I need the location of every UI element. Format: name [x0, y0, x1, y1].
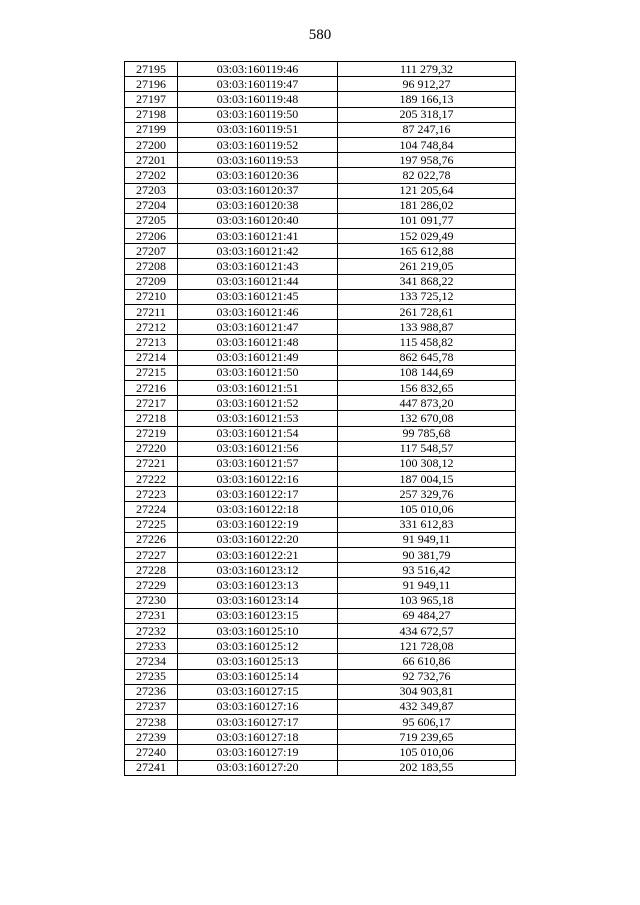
- row-number-cell: 27214: [125, 350, 178, 365]
- row-number-cell: 27196: [125, 77, 178, 92]
- cadastral-number-cell: 03:03:160123:15: [178, 608, 338, 623]
- table-row: [125, 380, 516, 395]
- table-row: [125, 107, 516, 122]
- row-number-cell: 27231: [125, 608, 178, 623]
- cadastral-number-cell: 03:03:160122:17: [178, 487, 338, 502]
- value-cell: 261 728,61: [338, 305, 516, 320]
- value-cell: 304 903,81: [338, 684, 516, 699]
- cadastral-number-cell: 03:03:160127:19: [178, 745, 338, 760]
- value-cell: 117 548,57: [338, 441, 516, 456]
- value-cell: 103 965,18: [338, 593, 516, 608]
- cadastral-number-cell: 03:03:160122:20: [178, 532, 338, 547]
- table-row: [125, 305, 516, 320]
- value-cell: 95 606,17: [338, 715, 516, 730]
- row-number-cell: 27219: [125, 426, 178, 441]
- cadastral-number-cell: 03:03:160119:53: [178, 153, 338, 168]
- row-number-cell: 27229: [125, 578, 178, 593]
- value-cell: 93 516,42: [338, 563, 516, 578]
- value-cell: 100 308,12: [338, 456, 516, 471]
- row-number-cell: 27237: [125, 699, 178, 714]
- cadastral-number-cell: 03:03:160121:48: [178, 335, 338, 350]
- table-row: [125, 563, 516, 578]
- row-number-cell: 27232: [125, 623, 178, 638]
- page-number: 580: [308, 27, 332, 43]
- cadastral-number-cell: 03:03:160119:46: [178, 62, 338, 77]
- row-number-cell: 27215: [125, 365, 178, 380]
- row-number-cell: 27207: [125, 244, 178, 259]
- table-row: [125, 62, 516, 77]
- row-number-cell: 27202: [125, 168, 178, 183]
- cadastral-number-cell: 03:03:160122:21: [178, 548, 338, 563]
- cadastral-number-cell: 03:03:160122:16: [178, 472, 338, 487]
- row-number-cell: 27234: [125, 654, 178, 669]
- row-number-cell: 27210: [125, 289, 178, 304]
- value-cell: 132 670,08: [338, 411, 516, 426]
- table-row: [125, 411, 516, 426]
- cadastral-number-cell: 03:03:160120:37: [178, 183, 338, 198]
- value-cell: 91 949,11: [338, 532, 516, 547]
- row-number-cell: 27228: [125, 563, 178, 578]
- row-number-cell: 27205: [125, 213, 178, 228]
- value-cell: 257 329,76: [338, 487, 516, 502]
- cadastral-number-cell: 03:03:160121:53: [178, 411, 338, 426]
- value-cell: 99 785,68: [338, 426, 516, 441]
- cadastral-number-cell: 03:03:160119:51: [178, 122, 338, 137]
- row-number-cell: 27197: [125, 92, 178, 107]
- row-number-cell: 27222: [125, 472, 178, 487]
- cadastral-number-cell: 03:03:160121:41: [178, 229, 338, 244]
- cadastral-number-cell: 03:03:160121:52: [178, 396, 338, 411]
- table-row: [125, 730, 516, 745]
- row-number-cell: 27220: [125, 441, 178, 456]
- row-number-cell: 27208: [125, 259, 178, 274]
- cadastral-number-cell: 03:03:160123:14: [178, 593, 338, 608]
- table-row: [125, 320, 516, 335]
- row-number-cell: 27198: [125, 107, 178, 122]
- row-number-cell: 27238: [125, 715, 178, 730]
- row-number-cell: 27224: [125, 502, 178, 517]
- row-number-cell: 27211: [125, 305, 178, 320]
- value-cell: 104 748,84: [338, 137, 516, 152]
- table-row: [125, 350, 516, 365]
- table-row: [125, 153, 516, 168]
- row-number-cell: 27240: [125, 745, 178, 760]
- cadastral-number-cell: 03:03:160120:36: [178, 168, 338, 183]
- cadastral-number-cell: 03:03:160121:43: [178, 259, 338, 274]
- value-cell: 447 873,20: [338, 396, 516, 411]
- cadastral-number-cell: 03:03:160121:45: [178, 289, 338, 304]
- value-cell: 121 205,64: [338, 183, 516, 198]
- row-number-cell: 27236: [125, 684, 178, 699]
- cadastral-number-cell: 03:03:160127:18: [178, 730, 338, 745]
- value-cell: 432 349,87: [338, 699, 516, 714]
- table-row: [125, 623, 516, 638]
- cadastral-number-cell: 03:03:160121:57: [178, 456, 338, 471]
- table-row: [125, 593, 516, 608]
- table-row: [125, 289, 516, 304]
- cadastral-number-cell: 03:03:160123:12: [178, 563, 338, 578]
- value-cell: 111 279,32: [338, 62, 516, 77]
- row-number-cell: 27206: [125, 229, 178, 244]
- cadastral-number-cell: 03:03:160120:38: [178, 198, 338, 213]
- table-row: [125, 229, 516, 244]
- value-cell: 862 645,78: [338, 350, 516, 365]
- table-row: [125, 198, 516, 213]
- table-row: [125, 183, 516, 198]
- value-cell: 719 239,65: [338, 730, 516, 745]
- table-row: [125, 426, 516, 441]
- row-number-cell: 27218: [125, 411, 178, 426]
- cadastral-number-cell: 03:03:160122:18: [178, 502, 338, 517]
- table-row: [125, 639, 516, 654]
- table-row: [125, 335, 516, 350]
- cadastral-number-cell: 03:03:160121:56: [178, 441, 338, 456]
- value-cell: 96 912,27: [338, 77, 516, 92]
- table-row: [125, 472, 516, 487]
- cadastral-number-cell: 03:03:160120:40: [178, 213, 338, 228]
- table-row: [125, 365, 516, 380]
- cadastral-number-cell: 03:03:160121:47: [178, 320, 338, 335]
- value-cell: 92 732,76: [338, 669, 516, 684]
- value-cell: 105 010,06: [338, 502, 516, 517]
- value-cell: 202 183,55: [338, 760, 516, 775]
- cadastral-number-cell: 03:03:160121:49: [178, 350, 338, 365]
- table-row: [125, 213, 516, 228]
- row-number-cell: 27201: [125, 153, 178, 168]
- row-number-cell: 27233: [125, 639, 178, 654]
- row-number-cell: 27235: [125, 669, 178, 684]
- row-number-cell: 27217: [125, 396, 178, 411]
- table-row: [125, 168, 516, 183]
- table-row: [125, 441, 516, 456]
- table-row: [125, 456, 516, 471]
- value-cell: 66 610,86: [338, 654, 516, 669]
- table-row: [125, 745, 516, 760]
- table-row: [125, 122, 516, 137]
- table-row: [125, 548, 516, 563]
- row-number-cell: 27209: [125, 274, 178, 289]
- table-row: [125, 654, 516, 669]
- table-row: [125, 608, 516, 623]
- value-cell: 331 612,83: [338, 517, 516, 532]
- value-cell: 105 010,06: [338, 745, 516, 760]
- table-row: [125, 259, 516, 274]
- cadastral-number-cell: 03:03:160121:44: [178, 274, 338, 289]
- cadastral-number-cell: 03:03:160127:20: [178, 760, 338, 775]
- table-row: [125, 699, 516, 714]
- cadastral-number-cell: 03:03:160121:51: [178, 380, 338, 395]
- row-number-cell: 27213: [125, 335, 178, 350]
- row-number-cell: 27226: [125, 532, 178, 547]
- value-cell: 434 672,57: [338, 623, 516, 638]
- value-cell: 187 004,15: [338, 472, 516, 487]
- row-number-cell: 27241: [125, 760, 178, 775]
- value-cell: 152 029,49: [338, 229, 516, 244]
- cadastral-number-cell: 03:03:160121:50: [178, 365, 338, 380]
- row-number-cell: 27203: [125, 183, 178, 198]
- table-row: [125, 578, 516, 593]
- value-cell: 115 458,82: [338, 335, 516, 350]
- value-cell: 341 868,22: [338, 274, 516, 289]
- table-row: [125, 684, 516, 699]
- row-number-cell: 27230: [125, 593, 178, 608]
- table-row: [125, 760, 516, 775]
- table-row: [125, 396, 516, 411]
- row-number-cell: 27200: [125, 137, 178, 152]
- table-row: [125, 517, 516, 532]
- table-row: [125, 137, 516, 152]
- cadastral-number-cell: 03:03:160119:52: [178, 137, 338, 152]
- table-row: [125, 487, 516, 502]
- row-number-cell: 27204: [125, 198, 178, 213]
- cadastral-number-cell: 03:03:160125:13: [178, 654, 338, 669]
- row-number-cell: 27199: [125, 122, 178, 137]
- cadastral-number-cell: 03:03:160127:16: [178, 699, 338, 714]
- value-cell: 82 022,78: [338, 168, 516, 183]
- row-number-cell: 27212: [125, 320, 178, 335]
- value-cell: 90 381,79: [338, 548, 516, 563]
- value-cell: 101 091,77: [338, 213, 516, 228]
- value-cell: 165 612,88: [338, 244, 516, 259]
- table-row: [125, 502, 516, 517]
- table-body: [125, 62, 516, 776]
- value-cell: 91 949,11: [338, 578, 516, 593]
- cadastral-number-cell: 03:03:160119:50: [178, 107, 338, 122]
- row-number-cell: 27239: [125, 730, 178, 745]
- cadastral-number-cell: 03:03:160119:48: [178, 92, 338, 107]
- table-row: [125, 274, 516, 289]
- cadastral-number-cell: 03:03:160125:14: [178, 669, 338, 684]
- row-number-cell: 27225: [125, 517, 178, 532]
- value-cell: 181 286,02: [338, 198, 516, 213]
- value-cell: 133 988,87: [338, 320, 516, 335]
- value-cell: 261 219,05: [338, 259, 516, 274]
- value-cell: 205 318,17: [338, 107, 516, 122]
- cadastral-number-cell: 03:03:160121:46: [178, 305, 338, 320]
- cadastral-number-cell: 03:03:160127:15: [178, 684, 338, 699]
- table-row: [125, 715, 516, 730]
- row-number-cell: 27221: [125, 456, 178, 471]
- table-row: [125, 532, 516, 547]
- cadastral-number-cell: 03:03:160122:19: [178, 517, 338, 532]
- row-number-cell: 27195: [125, 62, 178, 77]
- table-row: [125, 244, 516, 259]
- cadastral-number-cell: 03:03:160125:10: [178, 623, 338, 638]
- value-cell: 121 728,08: [338, 639, 516, 654]
- value-cell: 87 247,16: [338, 122, 516, 137]
- cadastral-number-cell: 03:03:160125:12: [178, 639, 338, 654]
- row-number-cell: 27216: [125, 380, 178, 395]
- row-number-cell: 27227: [125, 548, 178, 563]
- table-row: [125, 92, 516, 107]
- row-number-cell: 27223: [125, 487, 178, 502]
- value-cell: 133 725,12: [338, 289, 516, 304]
- cadastral-number-cell: 03:03:160123:13: [178, 578, 338, 593]
- cadastral-number-cell: 03:03:160127:17: [178, 715, 338, 730]
- cadastral-number-cell: 03:03:160121:42: [178, 244, 338, 259]
- value-cell: 108 144,69: [338, 365, 516, 380]
- value-cell: 189 166,13: [338, 92, 516, 107]
- table-row: [125, 77, 516, 92]
- data-table: [124, 61, 516, 776]
- value-cell: 156 832,65: [338, 380, 516, 395]
- table-row: [125, 669, 516, 684]
- value-cell: 69 484,27: [338, 608, 516, 623]
- value-cell: 197 958,76: [338, 153, 516, 168]
- cadastral-number-cell: 03:03:160119:47: [178, 77, 338, 92]
- cadastral-number-cell: 03:03:160121:54: [178, 426, 338, 441]
